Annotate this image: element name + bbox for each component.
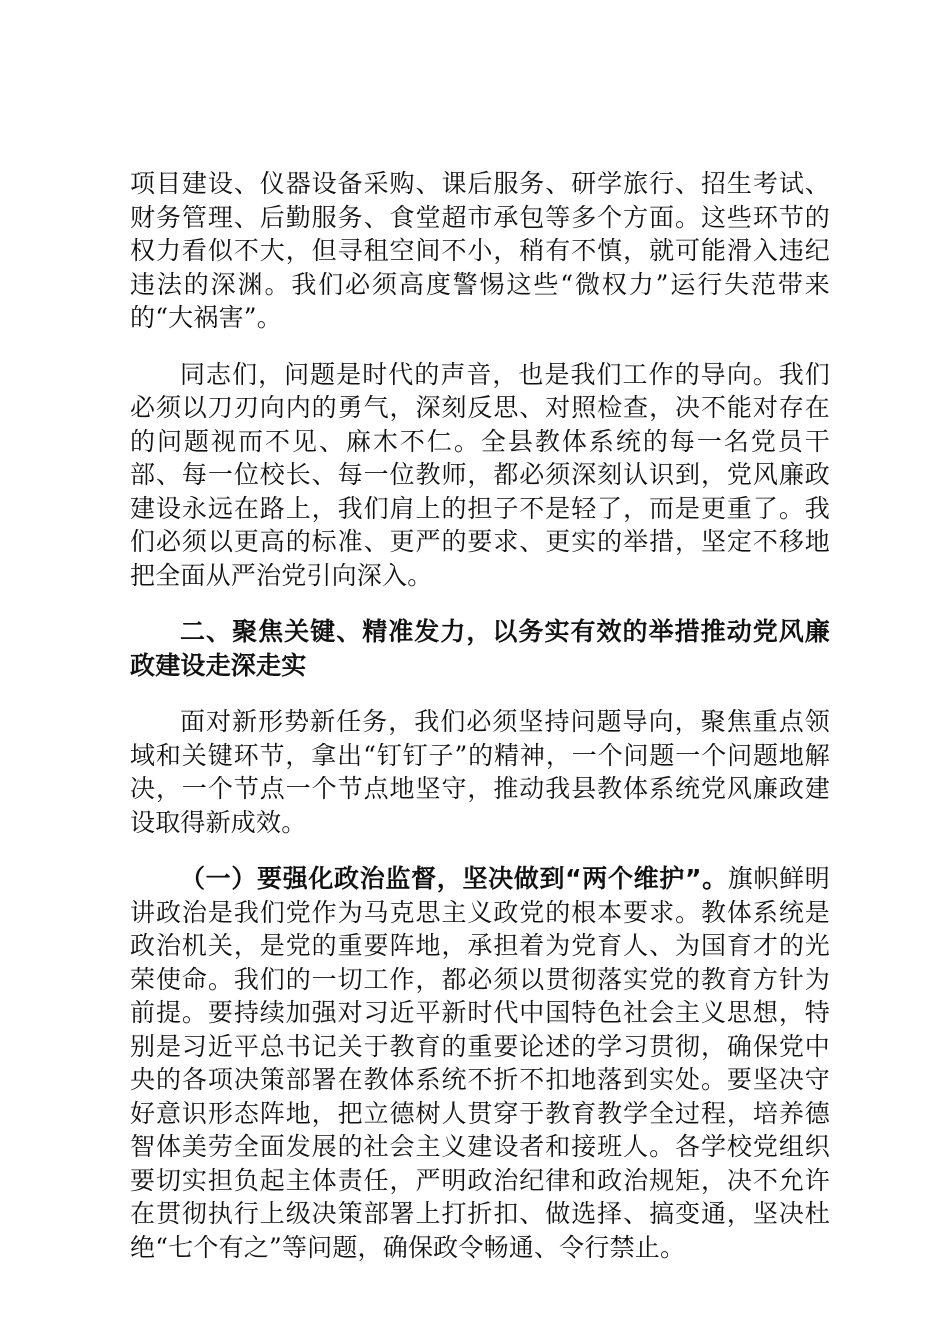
subsection-body-1: 旗帜鲜明讲政治是我们党作为马克思主义政党的根本要求。教体系统是政治机关，是党的重要阵地，承担着为党育人、为国育才的光荣使命。我们的一切工作，都必须以贯彻落实党的教育方针为前提。要持续加强对习近平新时代中国特色社会主义思想，特别是习近平总书记关于教育的重要论述的学习贯彻，确保党中央的各项决策部署在教体系统不折不扣地落到实处。要坚决守好意识形态阵地，把立德树人贯穿于教育教学全过程，培养德智体美劳全面发展的社会主义建设者和接班人。各学校党组织要切实担负起主体责任，严明政治纪律和政治规矩，决不允许在贯彻执行上级决策部署上打折扣、做选择、搞变通，坚决杜绝“七个有之”等问题，确保政令畅通、令行禁止。 <box>130 864 830 1262</box>
section-heading-2: 二、聚焦关键、精准发力，以务实有效的举措推动党风廉政建设走深走实 <box>130 617 830 680</box>
subsection-lead-1: （一）要强化政治监督，坚决做到“两个维护”。 <box>180 864 728 893</box>
body-paragraph-problems: 同志们，问题是时代的声音，也是我们工作的导向。我们必须以刀刃向内的勇气，深刻反思、对照检查，决不能对存在的问题视而不见、麻木不仁。全县教体系统的每一名党员干部、每一位校长、每一位教师，都必须深刻认识到，党风廉政建设永远在路上，我们肩上的担子不是轻了，而是更重了。我们必须以更高的标准、更严的要求、更实的举措，坚定不移地把全面从严治党引向深入。 <box>130 359 830 590</box>
body-paragraph-political-supervision <box>130 862 830 1264</box>
continuation-paragraph: 项目建设、仪器设备采购、课后服务、研学旅行、招生考试、财务管理、后勤服务、食堂超市承包等多个方面。这些环节的权力看似不大，但寻租空间不小，稍有不慎，就可能滑入违纪违法的深渊。我们必须高度警惕这些“微权力”运行失范带来的“大祸害”。 <box>130 169 830 332</box>
document-page <box>130 167 830 1264</box>
body-paragraph-new-situation: 面对新形势新任务，我们必须坚持问题导向，聚焦重点领域和关键环节，拿出“钉钉子”的精神，一个问题一个问题地解决，一个节点一个节点地坚守，推动我县教体系统党风廉政建设取得新成效。 <box>130 707 830 837</box>
